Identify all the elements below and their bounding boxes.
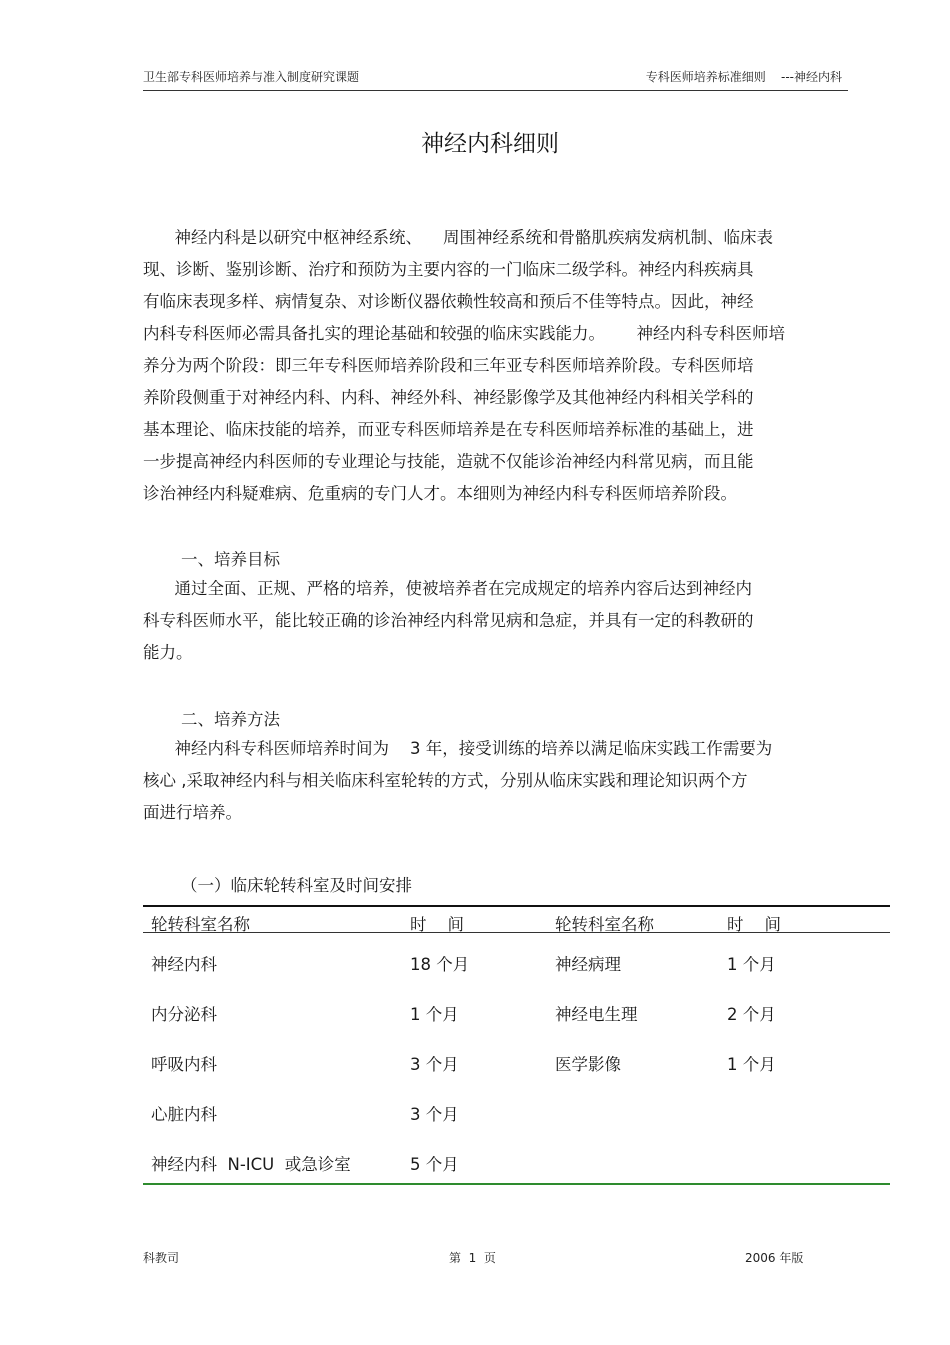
text-line: 养分为两个阶段：即三年专科医师培养阶段和三年亚专科医师培养阶段。专科医师培 xyxy=(143,356,754,375)
table-cell: 神经电生理 xyxy=(555,1005,638,1024)
text-line: 诊治神经内科疑难病、危重病的专门人才。本细则为神经内科专科医师培养阶段。 xyxy=(143,484,737,503)
table-cell: 呼吸内科 xyxy=(151,1055,217,1074)
section-heading-methods: 二、培养方法 xyxy=(181,710,280,729)
text-line: 能力。 xyxy=(143,643,193,662)
text-line: 现、诊断、鉴别诊断、治疗和预防为主要内容的一门临床二级学科。神经内科疾病具 xyxy=(143,260,754,279)
page-title: 神经内科细则 xyxy=(421,131,559,157)
text-line: 神经内科专科医师培养时间为 3 年，接受训练的培养以满足临床实践工作需要为 xyxy=(143,739,773,758)
table-cell: 医学影像 xyxy=(555,1055,621,1074)
table-cell: 神经病理 xyxy=(555,955,621,974)
header-rule xyxy=(143,90,848,91)
table-cell: 心脏内科 xyxy=(151,1105,217,1124)
intro-paragraph xyxy=(143,222,843,510)
table-top-rule xyxy=(143,905,890,907)
table-cell: 3 个月 xyxy=(410,1055,459,1074)
page-header-right: 专科医师培养标准细则 ---神经内科 xyxy=(645,70,842,84)
text-line: 养阶段侧重于对神经内科、内科、神经外科、神经影像学及其他神经内科相关学科的 xyxy=(143,388,754,407)
footer-left: 科教司 xyxy=(143,1251,180,1265)
table-bottom-rule xyxy=(143,1183,890,1185)
table-cell: 18 个月 xyxy=(410,955,470,974)
subsection-heading: （一）临床轮转科室及时间安排 xyxy=(181,876,412,895)
table-cell: 内分泌科 xyxy=(151,1005,217,1024)
text-line: 通过全面、正规、严格的培养，使被培养者在完成规定的培养内容后达到神经内 xyxy=(143,579,752,598)
text-line: 一步提高神经内科医师的专业理论与技能，造就不仅能诊治神经内科常见病，而且能 xyxy=(143,452,754,471)
table-cell: 1 个月 xyxy=(410,1005,459,1024)
table-cell: 神经内科 xyxy=(151,955,217,974)
section-heading-goals: 一、培养目标 xyxy=(181,550,280,569)
goals-paragraph xyxy=(143,573,843,669)
text-line: 科专科医师水平，能比较正确的诊治神经内科常见病和急症，并具有一定的科教研的 xyxy=(143,611,754,630)
page-header-left: 卫生部专科医师培养与准入制度研究课题 xyxy=(143,70,360,84)
table-cell: 5 个月 xyxy=(410,1155,459,1174)
column-header-department-2: 轮转科室名称 xyxy=(555,915,654,934)
table-cell: 神经内科 N-ICU 或急诊室 xyxy=(151,1155,351,1174)
text-line: 内科专科医师必需具备扎实的理论基础和较强的临床实践能力。 神经内科专科医师培 xyxy=(143,324,785,343)
text-line: 有临床表现多样、病情复杂、对诊断仪器依赖性较高和预后不佳等特点。因此，神经 xyxy=(143,292,754,311)
text-line: 神经内科是以研究中枢神经系统、 周围神经系统和骨骼肌疾病发病机制、临床表 xyxy=(143,228,773,247)
text-line: 核心 ,采取神经内科与相关临床科室轮转的方式，分别从临床实践和理论知识两个方 xyxy=(143,771,748,790)
text-line: 面进行培养。 xyxy=(143,803,242,822)
column-header-duration: 时 间 xyxy=(410,915,464,934)
table-cell: 2 个月 xyxy=(727,1005,776,1024)
table-cell: 1 个月 xyxy=(727,955,776,974)
text-line: 基本理论、临床技能的培养，而亚专科医师培养是在专科医师培养标准的基础上，进 xyxy=(143,420,754,439)
page-number: 第 1 页 xyxy=(449,1251,496,1265)
column-header-department: 轮转科室名称 xyxy=(151,915,250,934)
table-cell: 3 个月 xyxy=(410,1105,459,1124)
column-header-duration-2: 时 间 xyxy=(727,915,781,934)
methods-paragraph xyxy=(143,733,843,829)
footer-right: 2006 年版 xyxy=(745,1251,804,1265)
table-cell: 1 个月 xyxy=(727,1055,776,1074)
